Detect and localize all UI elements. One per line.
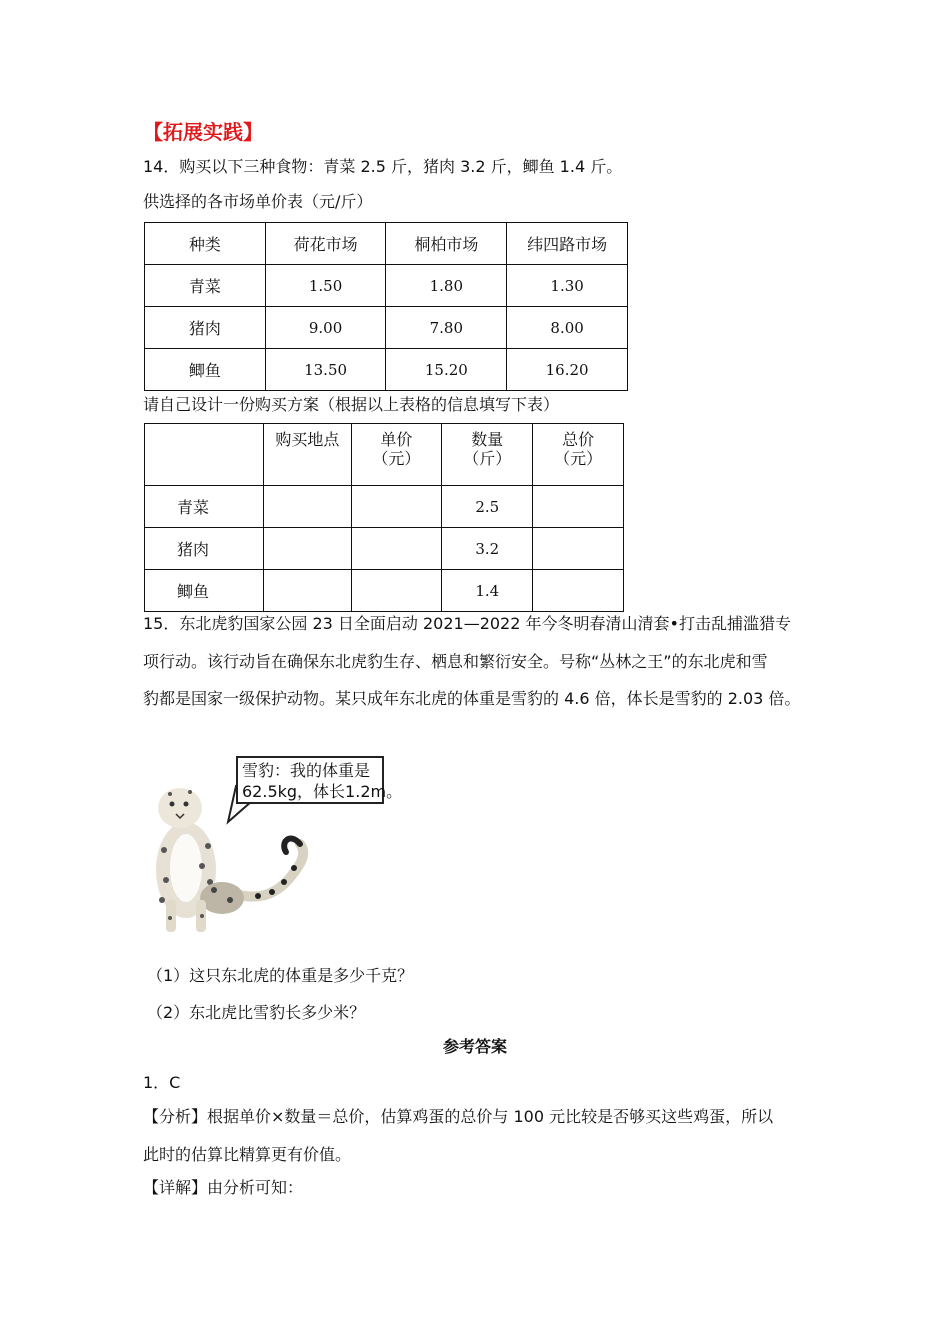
table-cell: 1.4 [442, 570, 533, 612]
table-cell-empty[interactable] [351, 486, 442, 528]
table-header-cell: 购买地点 [264, 424, 351, 486]
table-row [145, 349, 628, 391]
table-cell: 1.80 [386, 265, 507, 307]
speech-bubble [236, 756, 403, 804]
table-cell-empty[interactable] [533, 486, 624, 528]
table-header-cell: 纬四路市场 [507, 223, 628, 265]
table-header-cell: 荷花市场 [265, 223, 386, 265]
table-header-row [145, 223, 628, 265]
table-cell: 8.00 [507, 307, 628, 349]
table-cell: 9.00 [265, 307, 386, 349]
table-row [145, 528, 624, 570]
table-header-row [145, 424, 624, 486]
answer-detail: 【详解】由分析可知： [143, 1178, 304, 1197]
section-title: 【拓展实践】 [143, 120, 263, 144]
bubble-line: 62.5kg，体长1.2m。 [242, 782, 403, 801]
table-header-cell: 总价 （元） [533, 424, 624, 486]
table-cell: 1.50 [265, 265, 386, 307]
table-header-cell: 种类 [145, 223, 266, 265]
price-table [144, 222, 628, 391]
table-cell-empty[interactable] [351, 570, 442, 612]
answers-title: 参考答案 [442, 1037, 507, 1056]
table-cell: 鲫鱼 [145, 349, 266, 391]
table-row [145, 486, 624, 528]
table-row [145, 570, 624, 612]
answer-1: 1．C [143, 1073, 181, 1092]
table-cell: 2.5 [442, 486, 533, 528]
table-cell: 猪肉 [145, 307, 266, 349]
table-cell: 16.20 [507, 349, 628, 391]
table-cell: 3.2 [442, 528, 533, 570]
table-header-cell [145, 424, 264, 486]
q14-price-caption: 供选择的各市场单价表（元/斤） [143, 192, 373, 211]
answer-analysis-line: 【分析】根据单价×数量＝总价，估算鸡蛋的总价与 100 元比较是否够买这些鸡蛋，所以 [143, 1107, 774, 1126]
table-cell-empty[interactable] [533, 528, 624, 570]
bubble-line: 雪豹：我的体重是 [242, 761, 371, 780]
table-cell-empty[interactable] [264, 528, 351, 570]
table-row [145, 307, 628, 349]
table-row [145, 265, 628, 307]
plan-table [144, 423, 624, 612]
table-cell: 鲫鱼 [145, 570, 264, 612]
q14-plan-caption: 请自己设计一份购买方案（根据以上表格的信息填写下表） [143, 395, 560, 414]
answer-analysis-line: 此时的估算比精算更有价值。 [143, 1145, 352, 1164]
table-cell-empty[interactable] [264, 486, 351, 528]
table-cell: 1.30 [507, 265, 628, 307]
table-cell: 13.50 [265, 349, 386, 391]
table-cell: 青菜 [145, 265, 266, 307]
table-cell: 15.20 [386, 349, 507, 391]
q15-paragraph-line: 项行动。该行动旨在确保东北虎豹生存、栖息和繁衍安全。号称“丛林之王”的东北虎和雪 [143, 652, 768, 671]
q15-subquestion-1: （1）这只东北虎的体重是多少千克？ [147, 966, 414, 985]
table-cell-empty[interactable] [264, 570, 351, 612]
table-cell: 猪肉 [145, 528, 264, 570]
table-header-cell: 单价 （元） [351, 424, 442, 486]
q15-paragraph-line: 15．东北虎豹国家公园 23 日全面启动 2021—2022 年今冬明春清山清套•打击乱捕滥猎专 [143, 614, 791, 633]
table-cell: 青菜 [145, 486, 264, 528]
table-cell-empty[interactable] [533, 570, 624, 612]
table-cell-empty[interactable] [351, 528, 442, 570]
q15-subquestion-2: （2）东北虎比雪豹长多少米？ [147, 1003, 366, 1022]
q15-paragraph-line: 豹都是国家一级保护动物。某只成年东北虎的体重是雪豹的 4.6 倍，体长是雪豹的 2.03 倍。 [143, 689, 801, 708]
table-cell: 7.80 [386, 307, 507, 349]
table-header-cell: 数量 （斤） [442, 424, 533, 486]
q14-question: 14．购买以下三种食物：青菜 2.5 斤，猪肉 3.2 斤，鲫鱼 1.4 斤。 [143, 157, 623, 176]
table-header-cell: 桐柏市场 [386, 223, 507, 265]
